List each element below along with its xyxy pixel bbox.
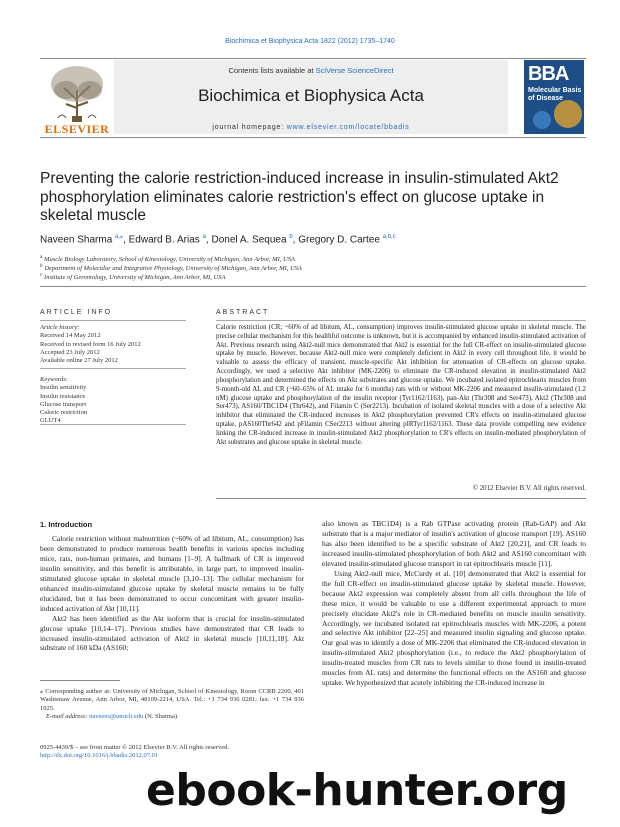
author-name: Edward B. Arias — [128, 234, 200, 246]
elsevier-wordmark: ELSEVIER — [44, 122, 110, 136]
doi-link[interactable]: http://dx.doi.org/10.1016/j.bbadis.2012.07.01 — [40, 752, 159, 760]
keyword: Insulin sensitivity — [40, 384, 87, 392]
abstract-heading: ABSTRACT — [216, 309, 270, 316]
article-title: Preventing the calorie restriction-induced increase in insulin-stimulated Akt2 phosphorylation eliminates calorie restriction's effect on glucose uptake in skeletal muscle — [40, 170, 559, 224]
body-column-right — [322, 519, 586, 688]
history-label: Article history: — [40, 324, 80, 331]
corresponding-author-footnote — [40, 688, 304, 721]
history-item: Available online 27 July 2012 — [40, 357, 118, 365]
history-item: Accepted 23 July 2012 — [40, 348, 100, 356]
contents-available-line — [114, 66, 508, 75]
keyword: Caloric restriction — [40, 409, 88, 417]
issn-line: 0925-4439/$ – see front matter © 2012 Elsevier B.V. All rights reserved. — [40, 744, 229, 751]
affiliation-marker: a — [40, 254, 43, 260]
journal-homepage-line — [114, 124, 508, 131]
author-list: Naveen Sharma $^{a,⁎}$, Edward B. Arias $^a$, Donel A. Sequea $^b$, Gregory D. Cartee $^{a,b,c}$ — [40, 234, 396, 246]
sciencedirect-link[interactable]: SciVerse ScienceDirect — [315, 66, 394, 75]
affiliation-text: Department of Molecular and Integrative Physiology, University of Michigan, Ann Arbor, MI, USA — [44, 265, 302, 273]
footnote-divider — [40, 680, 120, 681]
paragraph: Akt2 has been identified as the Akt isoform that is crucial for insulin-stimulated glucose uptake [10,14–17]. Previous studies have demonstrated that CR leads to increased insulin-stimulated activation of Akt2 in skeletal muscle [10,11,18]. Akt substrate of 160 kDa (AS160; — [40, 613, 304, 653]
divider — [216, 498, 586, 499]
footnote-text: ⁎ Corresponding author at: University of Michigan, School of Kinesiology, Room CCRB 2200, 401 Washtenaw Avenue, Ann Arbor, MI, 48109-2214, USA. Tel.: +1 734 936 0281; fax: +1 734 936 1925. — [40, 688, 304, 712]
article-info-heading: ARTICLE INFO — [40, 309, 113, 316]
divider — [216, 320, 586, 321]
author-affil-marker[interactable]: a,⁎ — [115, 234, 124, 240]
divider — [40, 320, 186, 321]
body-column-left — [40, 534, 304, 653]
journal-name: Biochimica et Biophysica Acta — [198, 86, 424, 105]
keyword: GLUT4 — [40, 417, 61, 425]
author-affil-marker[interactable]: a — [202, 234, 206, 240]
affiliation — [40, 263, 580, 272]
author-name: Gregory D. Cartee — [298, 234, 380, 246]
affiliation — [40, 272, 580, 281]
affiliation-text: Muscle Biology Laboratory, School of Kinesiology, University of Michigan, Ann Arbor, MI, USA — [44, 256, 295, 264]
affiliation-marker: c — [40, 272, 43, 278]
keyword: Glucose transport — [40, 400, 87, 408]
keywords-label: Keywords: — [40, 376, 68, 383]
author-affil-marker[interactable]: b — [289, 234, 293, 240]
author-name: Naveen Sharma — [40, 234, 113, 246]
paragraph: Using Akt2-null mice, McCurdy et al. [10] demonstrated that Akt2 is essential for the full CR-effect on insulin-stimulated glucose uptake by skeletal muscle. However, because Akt2 expression was completely absent from all cells throughout the life of these mice, it would be valuable to use a different experimental approach to more precisely elucidate Akt2's role in CR-mediated benefits on muscle insulin sensitivity. Accordingly, we incubated isolated rat epitrochlearis muscles with MK-2206, a potent and selective Akt inhibitor [22–25] and measured insulin signaling and glucose uptake. Our goal was to identify a dose of MK-2206 that eliminated the CR-induced elevation in insulin-stimulated Akt2 phosphorylation (i.e., to reduce the Akt2 phosphorylation of insulin-treated muscles from CR rats to levels similar to those found in insulin-treated muscles from AL rats) and determine the functional effects on the AS160 and glucose uptake. We hypothesized that acutely inhibiting the CR-induced increase in — [322, 568, 586, 688]
author-name: Donel A. Sequea — [211, 234, 287, 246]
contents-prefix: Contents lists available at — [228, 66, 316, 75]
homepage-prefix: journal homepage: — [212, 124, 287, 131]
keyword: Insulin resistance — [40, 392, 86, 400]
affiliation-marker: b — [40, 263, 43, 269]
article-history — [40, 324, 186, 365]
history-item: Received in revised form 16 July 2012 — [40, 340, 141, 348]
publication-meta — [40, 744, 304, 761]
divider — [40, 368, 186, 369]
affiliation-text: Institute of Gerontology, University of Michigan, Ann Arbor, MI, USA — [44, 274, 226, 282]
watermark-text: ebook-hunter.org — [146, 765, 568, 816]
cover-subtitle: Molecular Basis of Disease — [528, 87, 582, 102]
affiliation — [40, 254, 580, 263]
author-affil-marker[interactable]: a,b,c — [382, 234, 396, 240]
keywords — [40, 376, 186, 426]
email-line — [40, 713, 304, 721]
history-item: Received 14 May 2012 — [40, 332, 101, 340]
email-link[interactable]: naveens@umich.edu — [89, 712, 144, 720]
divider — [40, 424, 186, 425]
copyright-line: © 2012 Elsevier B.V. All rights reserved. — [472, 485, 586, 492]
email-label: E-mail address: — [46, 712, 90, 720]
abstract-text: Calorie restriction (CR; ~60% of ad libitum, AL, consumption) improves insulin-stimulated glucose uptake in skeletal muscle. The precise cellular mechanism for this healthful outcome is unknown, but it is accompanied by enhanced insulin-stimulated activation of Akt. Previous research using Akt2-null mice demonstrated that Akt2 is essential for the full CR-effect on insulin-stimulated glucose uptake by muscle. However, because Akt2-null mice were completely deficient in Akt2 in every cell throughout life, it would be valuable to assess the efficacy of transient, muscle-specific Akt inhibition for attenuation of CR-effects on glucose uptake. Accordingly, we used a selective Akt inhibitor (MK-2206) to eliminate the CR-induced elevation in insulin-stimulated Akt2 phosphorylation and determined the effects on Akt substrates and glucose uptake. We incubated isolated epitrochlearis muscles from 9-month-old AL and CR (~60–65% of AL intake for 6 months) rats with or without MK-2206 and measured insulin-stimulated (1.2 nM) glucose uptake and phosphorylation of the insulin receptor (Tyr1162/1163), pan-Akt (Thr308 and Ser473), Akt2 (Thr308 and Ser473), AS160/TBC1D4 (Thr642), and Filamin C (Ser2213). Incubation of isolated skeletal muscles with a dose of a selective Akt inhibitor that eliminated the CR-induced increases in Akt2 phosphorylation prevented CR's effects on insulin-stimulated glucose uptake, pAS160Thr642 and pFilamin CSer2213 without altering pIRTyr1162/1163. These data provide compelling new evidence linking the CR-induced increase in insulin-stimulated Akt2 phosphorylation to CR's effects on insulin-mediated phosphorylation of Akt substrates and glucose uptake in skeletal muscle. — [216, 324, 586, 446]
paragraph: Calorie restriction without malnutrition (~60% of ad libitum, AL, consumption) has been demonstrated to produce numerous health benefits in various species including mice, rats, non-human primates, and humans [1–9]. A hallmark of CR is improved insulin sensitivity, and this benefit is attributable, in large part, to improved insulin-stimulated glucose uptake in skeletal muscle [3,10–13]. The cellular mechanism for enhanced insulin-stimulated glucose uptake by skeletal muscle remains to be fully elucidated, but it has been demonstrated to occur concomitant with greater insulin-induced activation of Akt [10,11]. — [40, 534, 304, 613]
divider — [40, 286, 586, 287]
email-suffix: (N. Sharma). — [143, 712, 179, 720]
section-heading: 1. Introduction — [40, 520, 93, 529]
journal-citation[interactable]: Biochimica et Biophysica Acta 1822 (2012) 1735–1740 — [225, 38, 395, 45]
homepage-link[interactable]: www.elsevier.com/locate/bbadis — [286, 124, 410, 131]
cover-logo: BBA — [528, 63, 569, 85]
paragraph: also known as TBC1D4) is a Rab GTPase activating protein (Rab-GAP) and Akt substrate that is a major mediator of insulin's activation of glucose transport [19]. AS160 has also been identified to be a specific substrate of Akt2 [20,21], and CR leads to increased insulin-stimulated phosphorylation of both Akt2 and AS160 concomitant with elevated insulin-stimulated glucose transport in rat epitrochlearis muscle [11]. — [322, 519, 586, 568]
